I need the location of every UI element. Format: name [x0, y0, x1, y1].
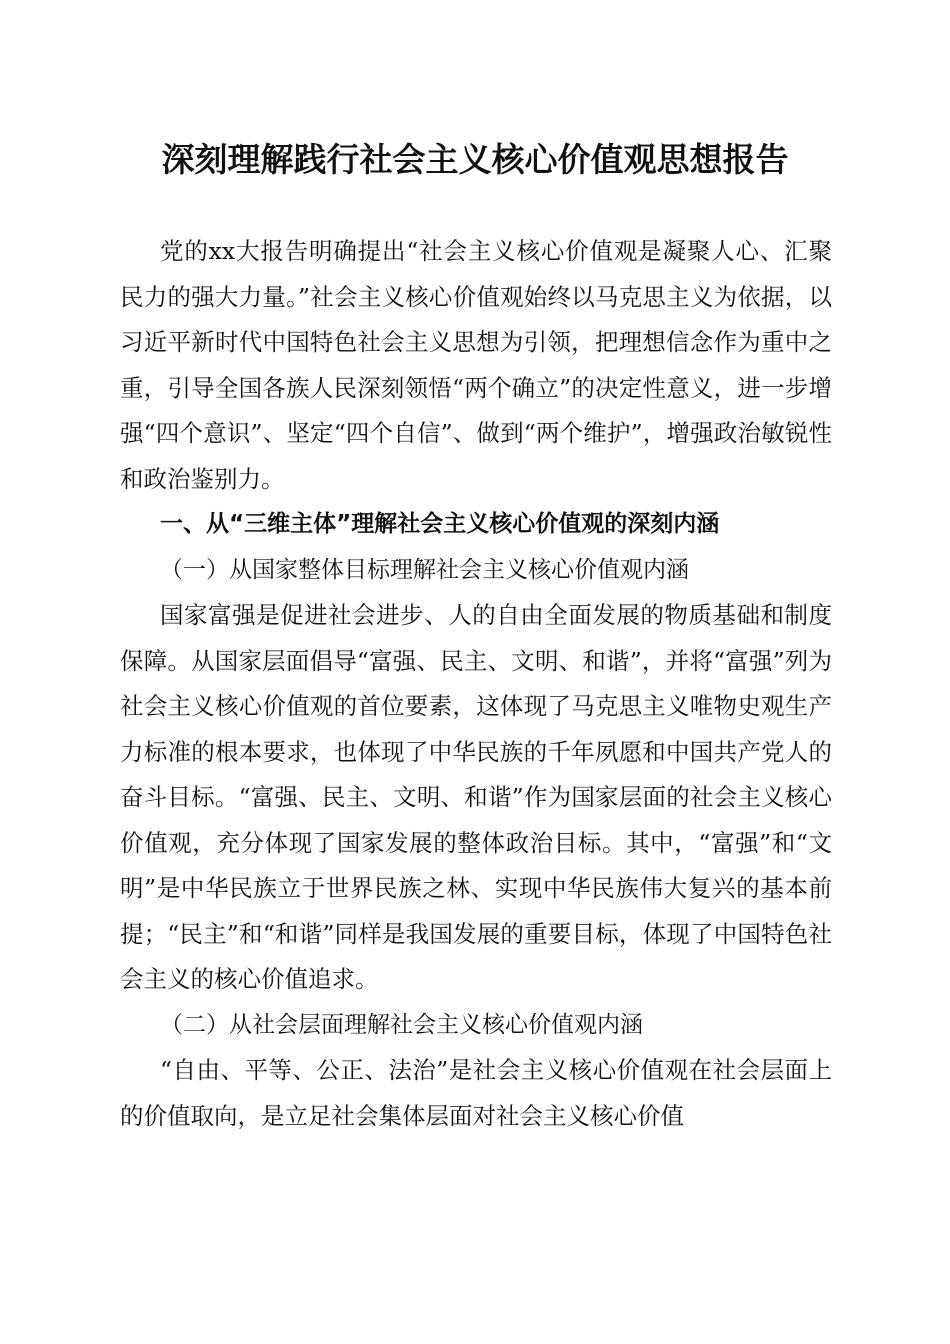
section-heading-1: 一、从“三维主体”理解社会主义核心价值观的深刻内涵 [160, 511, 720, 537]
document-title: 深刻理解践行社会主义核心价值观思想报告 [161, 140, 789, 179]
subsection-heading-2: （二）从社会层面理解社会主义核心价值观内涵 [160, 1011, 643, 1038]
document-body [120, 229, 832, 1139]
subsection-2-paragraph: “自由、平等、公正、法治”是社会主义核心价值观在社会层面上的价值取向，是立足社会集体层面对社会主义核心价值 [120, 1056, 832, 1130]
subsection-1-paragraph: 国家富强是促进社会进步、人的自由全面发展的物质基础和制度保障。从国家层面倡导“富强、民主、文明、和谐”，并将“富强”列为社会主义核心价值观的首位要素，这体现了马克思主义唯物史观生产力标准的根本要求，也体现了中华民族的千年夙愿和中国共产党人的奋斗目标。“富强、民主、文明、和谐”作为国家层面的社会主义核心价值观，充分体现了国家发展的整体政治目标。其中，“富强”和“文明”是中华民族立于世界民族之林、实现中华民族伟大复兴的基本前提；“民主”和“和谐”同样是我国发展的重要目标，体现了中国特色社会主义的核心价值追求。 [120, 601, 832, 993]
subsection-heading-1: （一）从国家整体目标理解社会主义核心价值观内涵 [160, 556, 689, 583]
intro-paragraph: 党的xx大报告明确提出“社会主义核心价值观是凝聚人心、汇聚民力的强大力量。”社会主义核心价值观始终以马克思主义为依据，以习近平新时代中国特色社会主义思想为引领，把理想信念作为重中之重，引导全国各族人民深刻领悟“两个确立”的决定性意义，进一步增强“四个意识”、坚定“四个自信”、做到“两个维护”，增强政治敏锐性和政治鉴别力。 [120, 237, 832, 493]
